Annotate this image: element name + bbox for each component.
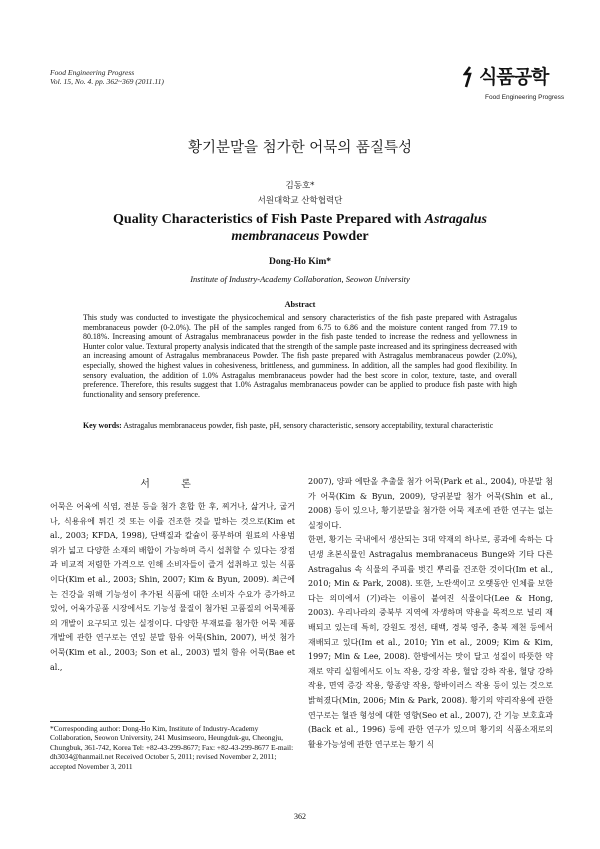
right-column-paragraph-1: 2007), 양파 에탄올 추출물 첨가 어묵(Park et al., 2004), 마분말 첨가 어묵(Kim & Byun, 2009), 당귀분말 첨가 어묵(Shin et al., 2008) 등이 있으나, 황기분말을 첨가한 어묵 제조에 관한 연구는 없는 실정이다. [308,477,553,530]
right-column-paragraph-2: 한편, 황기는 국내에서 생산되는 3대 약재의 하나로, 콩과에 속하는 다년생 초본식물인 Astragalus membranaceus Bunge와 기타 다른 Astragalus 속 식물의 주피를 벗긴 뿌리를 건조한 것이다(Im et al., 2010; Min & Park, 2008). 또한, 노란색이고 오랫동안 인체를 보한다는 의미에서 (기)라는 이름이 붙여진 식물이다(Lee & Hong, 2003). 우리나라의 중북부 지역에 자생하며 약용을 목적으로 널리 재배되고 있는데 특히, 강원도 정선, 태백, 경북 영주, 충북 제천 등에서 재배되고 있다(Im et al., 2010; Yin et al., 2009; Kim & Kim, 1997; Min & Lee, 2008). 한방에서는 맛이 달고 성질이 따뜻한 약재로 약리 실험에서도 이뇨 작용, 강장 작용, 혈압 강하 작용, 혈당 강하 작용, 면역 증강 작용, 항종양 작용, 항바이러스 작용 등이 있는 것으로 밝혀졌다(Min, 2006; Min & Park, 2008). 황기의 약리작용에 관한 연구로는 혈관 형성에 대한 영향(Seo et al., 2007), 간 기능 보호효과(Back et al., 1996) 등에 관한 연구가 있으며 황기의 식품소재로의 활용가능성에 관한 연구로는 황기 식 [308,535,553,749]
abstract-text: This study was conducted to investigate the physicochemical and sensory characteristics of the fish paste prepared with Astragalus membranaceus powder (0-2.0%). The pH of the samples ranged from 6.75 to 6.86 and the moisture content ranged from 77.19 to 80.18%. Increasing amount of Astragalus membranaceus powder in the fish paste tended to increase the redness and yellowness in Hunter color value. Textural property analysis indicated that the strength of the sample paste increased and its springiness decreased with an increasing amount of Astragalus membranaceus Powder. The fish paste prepared with Astragalus membranaceus powder (2.0%), especially, showed the highest values in cohesiveness, brittleness, and gumminess. In addition, all the samples had good flexibility. In sensory evaluation, the addition of 1.0% Astragalus membranaceus powder had the best score in color, texture, taste, and overall preference. Therefore, this results suggest that 1.0% Astragalus membranaceus powder can be applied to produce fish paste with high functionality and sensory preference. [83,313,517,399]
title-english-italic2: membranaceus [231,229,320,244]
title-korean: 황기분말을 첨가한 어묵의 품질특성 [188,140,412,156]
logo-mark-icon [463,66,477,88]
title-english-part2: Powder [322,229,369,244]
title-english-italic1: Astragalus [424,212,487,227]
page-number: 362 [294,812,306,821]
keywords [83,421,517,431]
affiliation-english: Institute of Industry-Academy Collaboration, Seowon University [190,274,410,284]
journal-volume: Vol. 15, No. 4. pp. 362~369 (2011.11) [50,77,164,86]
section-heading: 서 론 [140,479,205,490]
right-column [308,475,553,752]
title-english [0,211,600,245]
footnote-divider [50,721,145,722]
title-english-part1: Quality Characteristics of Fish Paste Prepared with [113,212,422,227]
keywords-text: Astragalus membranaceus powder, fish paste, pH, sensory characteristic, sensory acceptability, textural characteristic [123,421,494,430]
journal-logo [463,60,575,112]
author-english: Dong-Ho Kim* [268,257,331,267]
keywords-label: Key words: [83,421,122,430]
logo-subtitle: Food Engineering Progress [485,94,565,101]
author-korean: 김동호* [285,181,315,191]
left-column-text: 어묵은 어육에 식염, 전분 등을 첨가 혼합 한 후, 찌거나, 삶거나, 굽거나, 식용유에 튀긴 것 또는 이를 건조한 것을 말하는 것으로(Kim et al., 2003; KFDA, 1998), 단백질과 칼슘이 풍부하며 원료의 사용범위가 넓고 다양한 소재의 배합이 가능하며 즉시 섭취할 수 있다는 장점과 비교적 저렴한 가격으로 인해 소비자들이 즐겨 섭취하고 있는 식품이다(Kim et al., 2003; Shin, 2007; Kim & Byun, 2009). 최근에는 건강을 위해 기능성이 추가된 식품에 대한 소비자 수요가 증가하고 있어, 어육가공품 시장에서도 기능성 물질이 첨가된 고품질의 어묵제품의 개발이 요구되고 있는 실정이다. 다양한 부재료를 첨가한 어묵 제품 개발에 관한 연구로는 연잎 분말 함유 어묵(Shin, 2007), 버섯 첨가 어묵(Kim et al., 2003; Son et al., 2003) 멸치 함유 어묵(Bae et al., [50,502,295,672]
affiliation-korean: 서원대학교 산학협력단 [257,196,343,206]
footnote: *Corresponding author: Dong-Ho Kim, Institute of Industry-Academy Collaboration, Seowon University, 241 Musimseoro, Heungduk-gu, Cheongju, Chungbuk, 361-742, Korea Tel: +82-43-299-8677; Fax: +82-43-299-8677 E-mail: dh3034@hanmail.net Received October 5, 2011; revised November 2, 2011; accepted November 3, 2011 [50,724,294,771]
journal-name: Food Engineering Progress [50,68,135,77]
logo-text: 식품공학 [479,66,549,88]
journal-header [50,68,164,86]
left-column [50,500,295,675]
abstract-heading: Abstract [284,300,316,309]
